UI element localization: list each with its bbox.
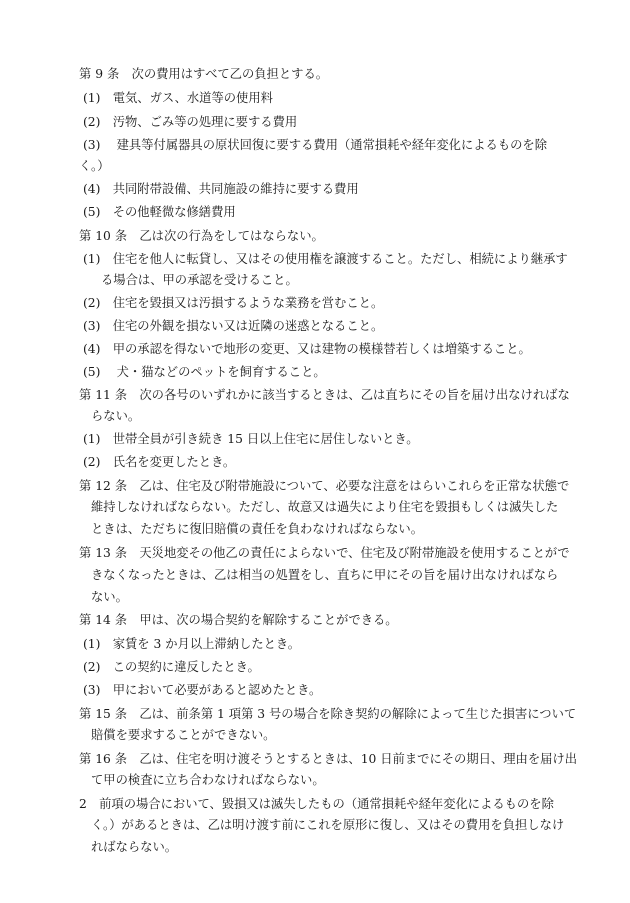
article-10-item-3: (3) 住宅の外観を損ない又は近隣の迷惑となること。	[83, 319, 384, 333]
article-14-item-3: (3) 甲において必要があると認めたとき。	[83, 683, 322, 697]
article-10-item-4: (4) 甲の承認を得ないで地形の変更、又は建物の模様替若しくは増築すること。	[83, 342, 531, 356]
article-9-item-2: (2) 汚物、ごみ等の処理に要する費用	[83, 115, 298, 129]
article-16-para-2-line-3: ればならない。	[91, 840, 178, 854]
article-15-line-2: 賠償を要求することができない。	[91, 728, 276, 742]
article-12-line-2: 維持しなければならない。ただし、故意又は過失により住宅を毀損もしくは滅失した	[91, 500, 559, 514]
article-9-item-3: (3) 建具等付属器具の原状回復に要する費用（通常損耗や経年変化によるものを除	[83, 138, 548, 152]
article-14-heading: 第 14 条 甲は、次の場合契約を解除することができる。	[79, 613, 398, 627]
article-16-para-2-line-2: く。）があるときは、乙は明け渡す前にこれを原形に復し、又はその費用を負担しなけ	[91, 818, 565, 832]
article-9-heading: 第 9 条 次の費用はすべて乙の負担とする。	[79, 67, 329, 81]
article-14-item-1: (1) 家賃を 3 か月以上滞納したとき。	[83, 637, 301, 651]
article-10-heading: 第 10 条 乙は次の行為をしてはならない。	[79, 229, 324, 243]
article-12-line-3: ときは、ただちに復旧賠償の責任を負わなければならない。	[91, 522, 424, 536]
article-13-heading: 第 13 条 天災地変その他乙の責任によらないで、住宅及び附帯施設を使用することがで	[79, 546, 570, 560]
article-9-item-4: (4) 共同附帯設備、共同施設の維持に要する費用	[83, 182, 359, 196]
article-11-item-1: (1) 世帯全員が引き続き 15 日以上住宅に居住しないとき。	[83, 432, 419, 446]
article-14-item-2: (2) この契約に違反したとき。	[83, 660, 260, 674]
article-16-heading: 第 16 条 乙は、住宅を明け渡そうとするときは、10 日前までにその期日、理由を届け出	[79, 752, 578, 766]
article-9-item-3-cont: く。）	[79, 159, 110, 173]
article-9-item-1: (1) 電気、ガス、水道等の使用料	[83, 91, 273, 105]
article-9-item-5: (5) その他軽微な修繕費用	[83, 205, 236, 219]
article-16-para-2: 2 前項の場合において、毀損又は滅失したもの（通常損耗や経年変化によるものを除	[79, 797, 554, 811]
article-11-item-2: (2) 氏名を変更したとき。	[83, 455, 236, 469]
article-15-heading: 第 15 条 乙は、前条第 1 項第 3 号の場合を除き契約の解除によって生じた損害について	[79, 707, 577, 721]
article-12-heading: 第 12 条 乙は、住宅及び附帯施設について、必要な注意をはらいこれらを正常な状態で	[79, 479, 570, 493]
article-10-item-1-cont: る場合は、甲の承認を受けること。	[101, 273, 298, 287]
article-10-item-5: (5) 犬・猫などのペットを飼育すること。	[83, 365, 326, 379]
article-10-item-1: (1) 住宅を他人に転貸し、又はその使用権を譲渡すること。ただし、相続により継承す	[83, 252, 568, 266]
article-16-line-2: て甲の検査に立ち合わなければならない。	[91, 773, 325, 787]
article-13-line-3: ない。	[91, 590, 128, 604]
article-11-heading-cont: らない。	[91, 409, 141, 423]
article-10-item-2: (2) 住宅を毀損又は汚損するような業務を営むこと。	[83, 296, 384, 310]
article-11-heading: 第 11 条 次の各号のいずれかに該当するときは、乙は直ちにその旨を届け出なければな	[79, 388, 570, 402]
article-13-line-2: きなくなったときは、乙は相当の処置をし、直ちに甲にその旨を届け出なければなら	[91, 568, 559, 582]
